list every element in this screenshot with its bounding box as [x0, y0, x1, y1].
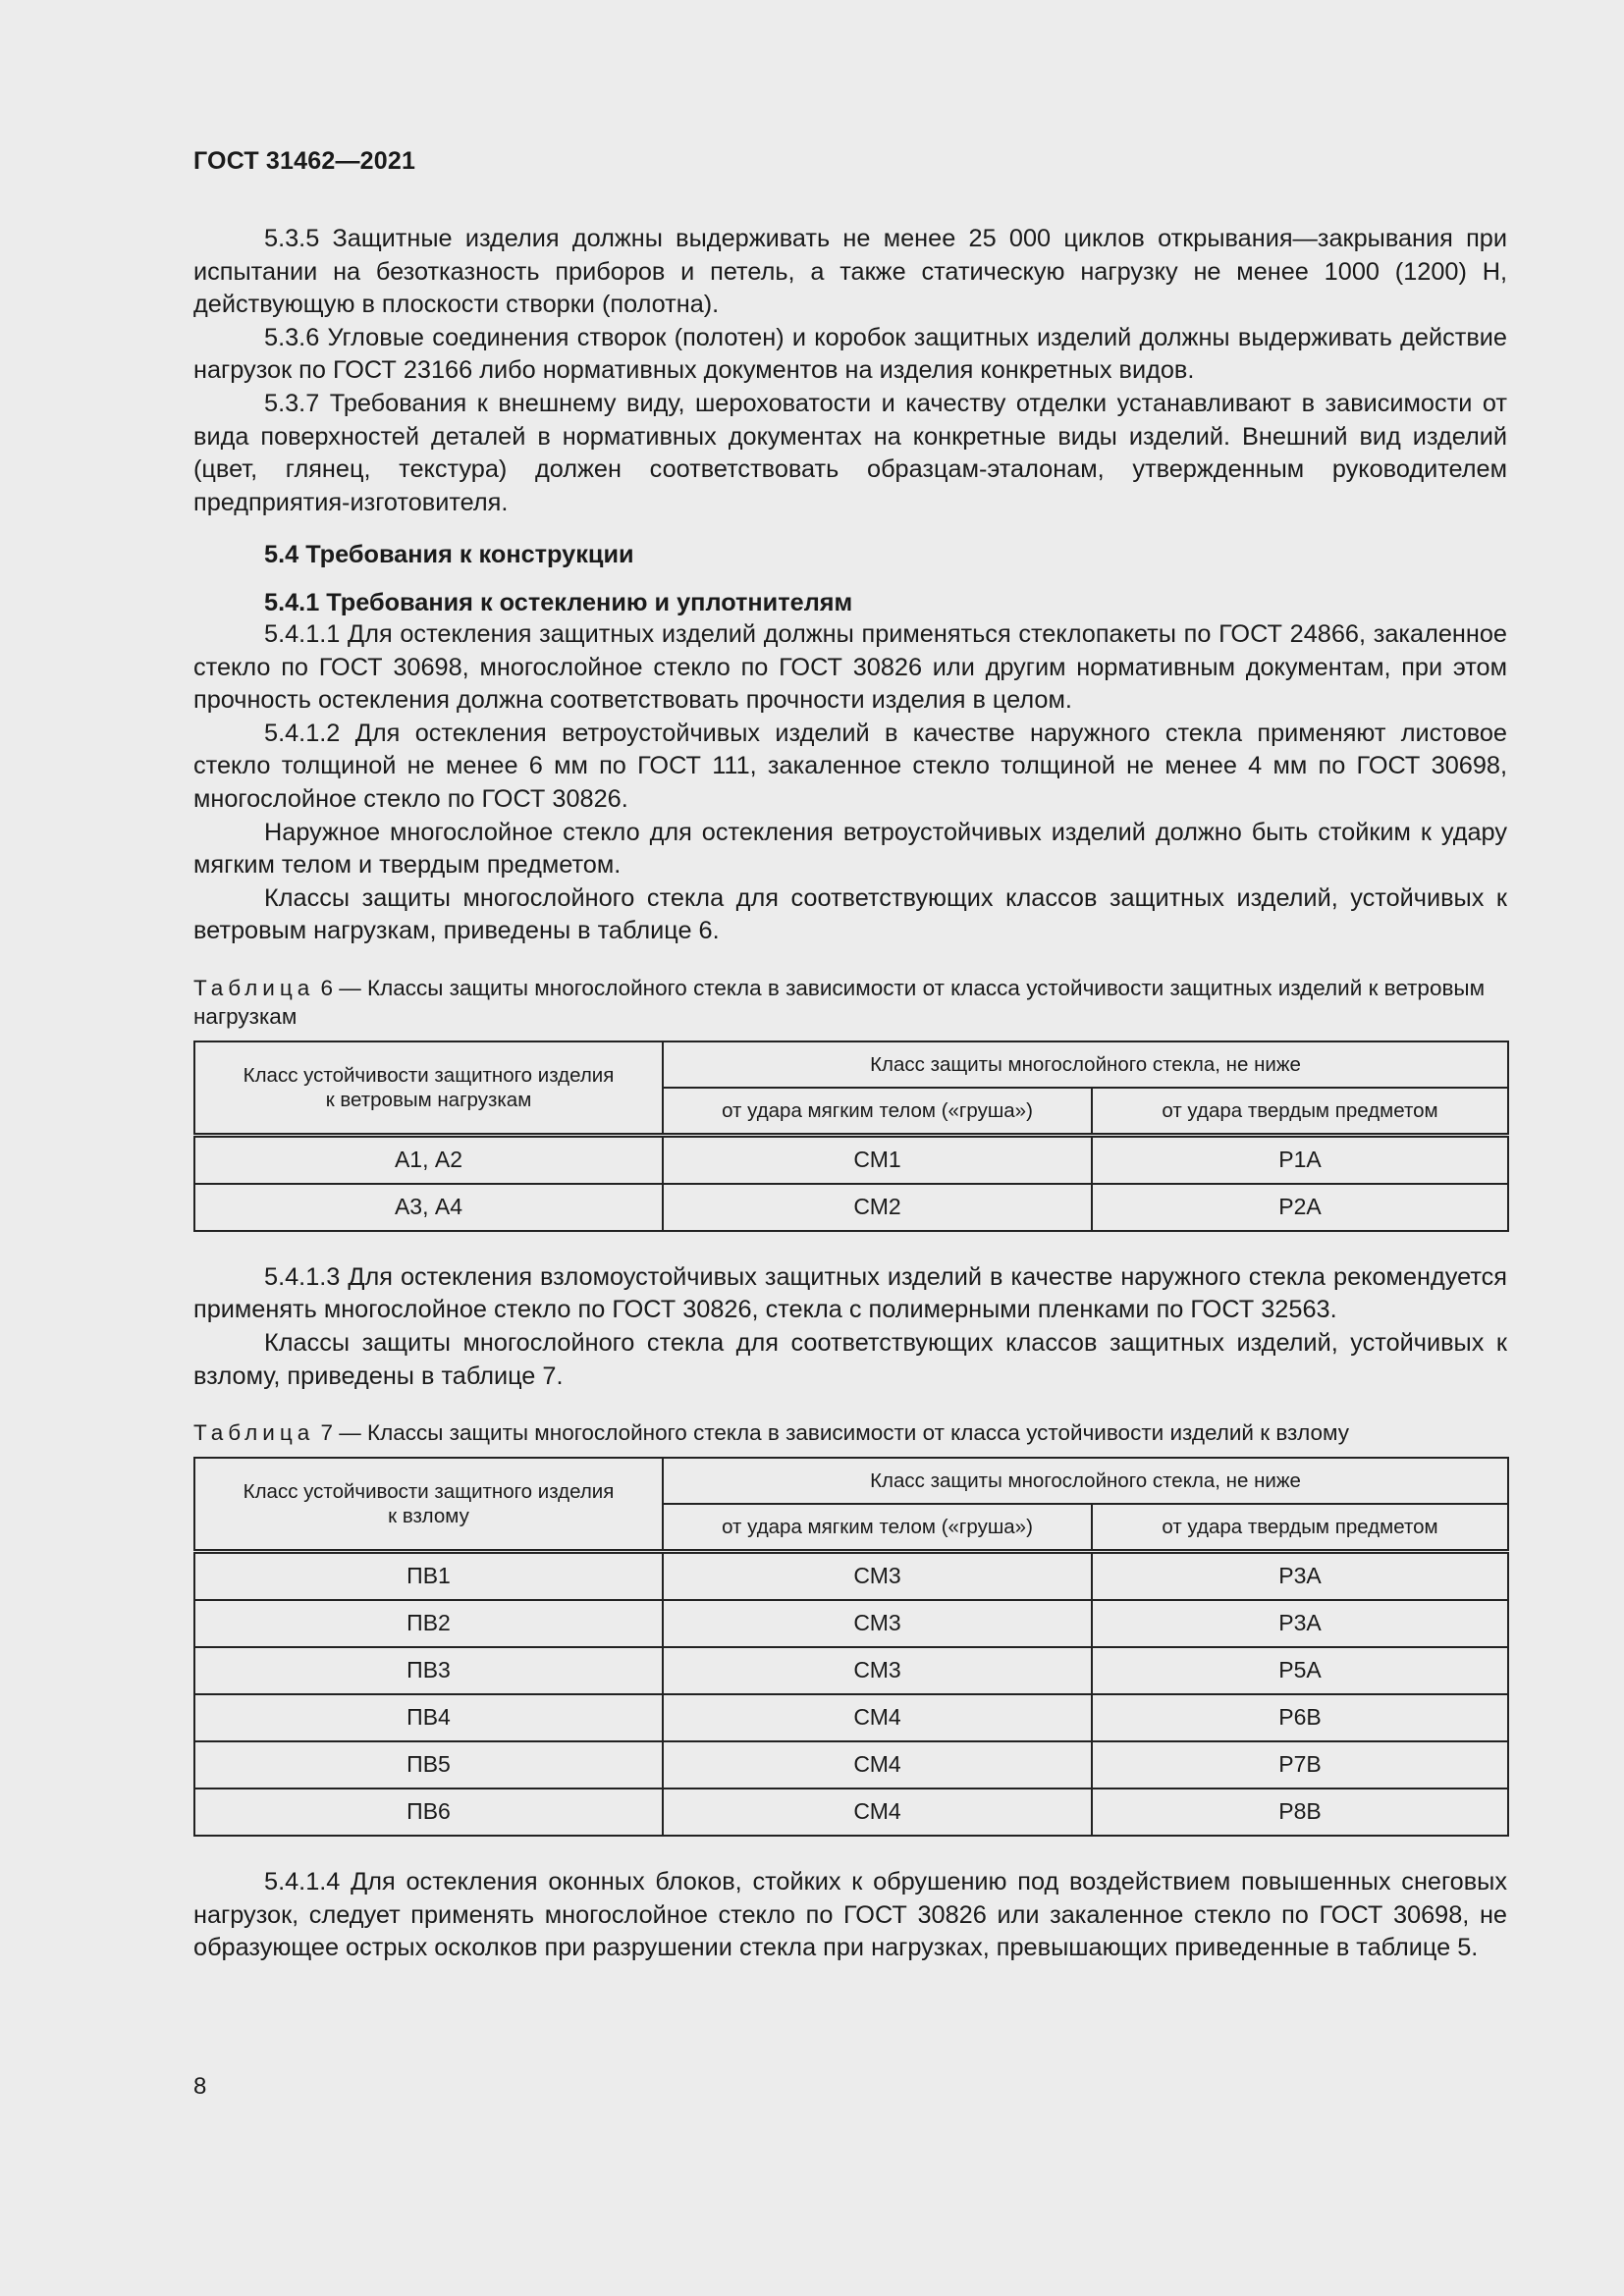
table-cell: СМ1 [663, 1135, 1092, 1184]
table-cell: ПВ2 [194, 1600, 663, 1647]
table-7-col1-header-line1: Класс устойчивости защитного изделия [243, 1480, 615, 1504]
table-6-caption [193, 974, 1507, 1031]
table-cell: ПВ4 [194, 1694, 663, 1741]
table-row [194, 1552, 1508, 1601]
table-7-caption-text: 7 — Классы защиты многослойного стекла в зависимости от класса устойчивости изделий к взлому [314, 1420, 1349, 1446]
section-heading-5-4-1: 5.4.1 Требования к остеклению и уплотнителям [264, 588, 853, 616]
table-cell: ПВ5 [194, 1741, 663, 1789]
table-cell: Р2А [1092, 1184, 1508, 1231]
document-body [193, 223, 1507, 1965]
paragraph-5-4-1-4: 5.4.1.4 Для остекления оконных блоков, стойких к обрушению под воздействием повышенных снеговых нагрузок, следует применять многослойное стекло по ГОСТ 30826 или закаленное стекло по ГОСТ 30698, не образующее острых осколков при разрушении стекла при нагрузках, превышающих приведенные в таблице 5. [193, 1868, 1507, 1962]
table-cell: Р1А [1092, 1135, 1508, 1184]
table-cell: СМ4 [663, 1741, 1092, 1789]
table-cell: Р5А [1092, 1647, 1508, 1694]
table-7-subheader-soft: от удара мягким телом («груша») [663, 1504, 1092, 1552]
table-cell: Р8В [1092, 1789, 1508, 1836]
table-7-col1-header [194, 1458, 663, 1552]
table-7-col1-header-line2: к взлому [388, 1505, 469, 1528]
table-6-subheader-soft: от удара мягким телом («груша») [663, 1088, 1092, 1136]
table-cell: Р3А [1092, 1600, 1508, 1647]
table-cell: А3, А4 [194, 1184, 663, 1231]
table-7-caption [193, 1418, 1507, 1447]
page-number: 8 [193, 2073, 207, 2100]
table-7-subheader-hard: от удара твердым предметом [1092, 1504, 1508, 1552]
table-cell: ПВ1 [194, 1552, 663, 1601]
table-6-caption-text: 6 — Классы защиты многослойного стекла в зависимости от класса устойчивости защитных изделий к ветровым нагрузкам [193, 975, 1486, 1029]
paragraph-5-3-7: 5.3.7 Требования к внешнему виду, шероховатости и качеству отделки устанавливают в зависимости от вида поверхностей деталей в нормативных документах на конкретные виды изделий. Внешний вид изделий (цвет, глянец, текстура) должен соответствовать образцам-эталонам, утвержденным руководителем предприятия-изготовителя. [193, 389, 1507, 516]
table-6-group-header: Класс защиты многослойного стекла, не ниже [663, 1041, 1508, 1088]
table-7 [193, 1457, 1509, 1837]
table-cell: Р6В [1092, 1694, 1508, 1741]
table-row [194, 1600, 1508, 1647]
table-cell: Р3А [1092, 1552, 1508, 1601]
table-cell: СМ3 [663, 1552, 1092, 1601]
table-cell: СМ4 [663, 1694, 1092, 1741]
paragraph-5-3-6: 5.3.6 Угловые соединения створок (полотен) и коробок защитных изделий должны выдерживать действие нагрузок по ГОСТ 23166 либо нормативных документов на изделия конкретных видов. [193, 323, 1507, 385]
table-cell: ПВ6 [194, 1789, 663, 1836]
table-6-col1-header-line1: Класс устойчивости защитного изделия [243, 1063, 615, 1087]
table-cell: СМ3 [663, 1600, 1092, 1647]
paragraph-5-4-1-2: 5.4.1.2 Для остекления ветроустойчивых изделий в качестве наружного стекла применяют листовое стекло толщиной не менее 6 мм по ГОСТ 111, закаленное стекло толщиной не менее 4 мм по ГОСТ 30698, многослойное стекло по ГОСТ 30826. [193, 719, 1507, 813]
section-heading-5-4: 5.4 Требования к конструкции [264, 541, 634, 569]
paragraph-5-3-5: 5.3.5 Защитные изделия должны выдерживать не менее 25 000 циклов открывания—закрывания при испытании на безотказность приборов и петель, а также статическую нагрузку не менее 1000 (1200) Н, действующую в плоскости створки (полотна). [193, 225, 1507, 319]
table-6-subheader-hard: от удара твердым предметом [1092, 1088, 1508, 1136]
paragraph-5-4-1-2-b: Наружное многослойное стекло для остекления ветроустойчивых изделий должно быть стойким к удару мягким телом и твердым предметом. [193, 818, 1507, 880]
table-cell: Р7В [1092, 1741, 1508, 1789]
table-7-caption-word: Таблица [193, 1420, 315, 1446]
paragraph-5-4-1-3-b: Классы защиты многослойного стекла для соответствующих классов защитных изделий, устойчивых к взлому, приведены в таблице 7. [193, 1329, 1507, 1390]
paragraph-5-4-1-3: 5.4.1.3 Для остекления взломоустойчивых защитных изделий в качестве наружного стекла рекомендуется применять многослойное стекло по ГОСТ 30826, стекла с полимерными пленками по ГОСТ 32563. [193, 1262, 1507, 1324]
table-6-col1-header [194, 1041, 663, 1136]
table-row [194, 1789, 1508, 1836]
table-6 [193, 1041, 1509, 1232]
paragraph-5-4-1-1: 5.4.1.1 Для остекления защитных изделий должны применяться стеклопакеты по ГОСТ 24866, закаленное стекло по ГОСТ 30698, многослойное стекло по ГОСТ 30826 или другим нормативным документам, при этом прочность остекления должна соответствовать прочности изделия в целом. [193, 619, 1507, 715]
table-cell: СМ3 [663, 1647, 1092, 1694]
table-row [194, 1741, 1508, 1789]
table-6-caption-word: Таблица [193, 975, 315, 1000]
table-6-col1-header-line2: к ветровым нагрузкам [325, 1088, 532, 1111]
table-cell: СМ4 [663, 1789, 1092, 1836]
document-header: ГОСТ 31462—2021 [193, 147, 416, 175]
table-cell: ПВ3 [194, 1647, 663, 1694]
table-cell: СМ2 [663, 1184, 1092, 1231]
table-row [194, 1184, 1508, 1231]
table-row [194, 1694, 1508, 1741]
table-row [194, 1647, 1508, 1694]
table-cell: А1, А2 [194, 1135, 663, 1184]
paragraph-5-4-1-2-c: Классы защиты многослойного стекла для соответствующих классов защитных изделий, устойчивых к ветровым нагрузкам, приведены в таблице 6. [193, 883, 1507, 945]
table-7-group-header: Класс защиты многослойного стекла, не ниже [663, 1458, 1508, 1504]
table-row [194, 1135, 1508, 1184]
